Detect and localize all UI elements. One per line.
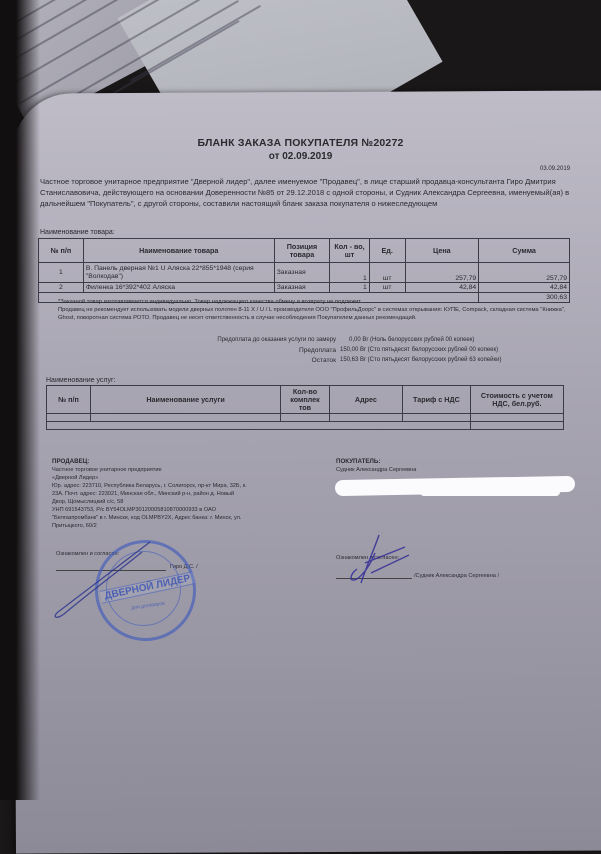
buyer-signature-icon xyxy=(345,533,425,588)
stamp-text: ДВЕРНОЙ ЛИДЕР xyxy=(100,571,196,603)
col-header-sets: Кол-во комплек тов xyxy=(281,386,330,414)
col-header-number: № п/п xyxy=(39,239,84,263)
seller-line: "Белгазпромбанк" в г. Минске, код OLMPBY2X, Адрес банка: г. Минск, ул. xyxy=(52,515,242,521)
row-name: В. Панель дверная №1 U Аляска 22*855*1948 (серия "Волкодав") xyxy=(83,263,274,283)
buyer-heading: ПОКУПАТЕЛЬ: xyxy=(336,458,381,465)
row-sum: 257,79 xyxy=(479,263,570,283)
table-row xyxy=(47,414,564,422)
seller-line: Частное торговое унитарное предприятие xyxy=(52,467,162,473)
table-row xyxy=(39,263,570,283)
row-name: Филенка 16*392*402 Аляска xyxy=(83,283,274,293)
seller-line: 23А. Почт. адрес: 223021, Минская обл., Минский р-н, район д. Новый xyxy=(52,491,235,497)
buyer-signature-name: /Судник Александра Сергеевна / xyxy=(414,573,500,579)
buyer-block xyxy=(336,458,576,474)
row-price: 257,79 xyxy=(405,263,479,283)
print-date: 03.09.2019 xyxy=(540,166,571,172)
notes xyxy=(58,298,578,322)
services-table xyxy=(46,385,564,430)
row-price: 42,84 xyxy=(405,283,479,293)
row-qty: 1 xyxy=(330,263,370,283)
row-number: 1 xyxy=(39,263,84,283)
table-row xyxy=(39,283,570,293)
seller-line: Двор, Щомыслицкий с/с, 58 xyxy=(52,499,124,505)
col-header-sum: Сумма xyxy=(479,239,570,263)
col-header-number: № п/п xyxy=(47,386,91,414)
seller-ack-label: Ознакомлен и согласен: xyxy=(56,551,120,557)
seller-line: УНП 691543753, Р/с BY54OLMP30120005810870000933 в ОАО xyxy=(52,507,216,513)
seller-block xyxy=(52,458,282,530)
intro-paragraph: Частное торговое унитарное предприятие "Дверной лидер", далее именуемое "Продавец", в лице старший продавца-консультанта Гиро Дмитрия Станиславовича, действующего на основании Доверенности №85 от 29.12.2018 с одной стороны, и Судник Александра Сергеевна, именуемый(ая) в дальнейшем "Покупатель", с другой стороны, составили настоящий бланк заказа покупателя о нижеследующем xyxy=(40,177,570,208)
row-qty: 1 xyxy=(330,283,370,293)
goods-table xyxy=(38,238,570,303)
row-position: Заказная xyxy=(274,263,330,283)
note-non-returnable: *Заказной товар изготавливается индивидуально. Товар надлежащего качества обмену и возврату не подлежит xyxy=(58,299,361,305)
row-number: 2 xyxy=(39,283,84,293)
seller-heading: ПРОДАВЕЦ: xyxy=(52,458,90,465)
services-section-label: Наименование услуг: xyxy=(46,377,116,384)
col-header-service-name: Наименование услуги xyxy=(90,386,280,414)
seller-signature-name: Гиро Д.С. / xyxy=(170,564,198,570)
total-row xyxy=(47,422,564,430)
seller-line: Притыцкого, 60/2 xyxy=(52,523,97,529)
col-header-tariff: Тариф с НДС xyxy=(403,386,471,414)
col-header-position: Позиция товара xyxy=(274,239,330,263)
note-recommendation: Продавец не рекомендует использовать модели дверных полотен 8-11 X / U / L производителя ООО "ПрофильДоорс" в системах открывания: КУПЕ, Compack, складная система "Книжка", Ghost, поворотная система РОТО. Продавец не несет ответственность в случае несоблюдения Покупателем данных рекомендаций. xyxy=(58,307,566,321)
row-position: Заказная xyxy=(274,283,330,293)
buyer-ack-label: Ознакомлен и согласен: xyxy=(336,555,400,561)
col-header-price: Цена xyxy=(405,239,479,263)
document-date: от 02.09.2019 xyxy=(268,151,333,162)
goods-section-label: Наименование товара: xyxy=(40,229,115,236)
buyer-name: Судник Александра Сергеевна xyxy=(336,467,417,473)
col-header-address: Адрес xyxy=(329,386,402,414)
payment-summary: Предоплата до оказания услуги по замеру 0,00 Br (Ноль белорусских рублей 00 копеек) Предоплата 150,00 Br (Сто пятьдесят белорусских рублей 00 копеек) Остаток 150,63 Br (Сто пятьдесят белорусских рублей 63 копейки) xyxy=(217,337,502,364)
total-sum: 300,63 xyxy=(479,293,570,303)
seller-line: Юр. адрес: 223710, Республика Беларусь, г. Солигорск, пр-кт Мира, 32Б, к. xyxy=(52,483,247,489)
row-unit: шт xyxy=(369,283,405,293)
col-header-qty: Кол - во, шт xyxy=(330,239,370,263)
col-header-cost: Стоимость с учетом НДС, бел.руб. xyxy=(470,386,563,414)
stamp-subtext: для договоров xyxy=(130,600,166,612)
col-header-unit: Ед. xyxy=(369,239,405,263)
seller-line: «Дверной Лидер» xyxy=(52,475,99,481)
col-header-name: Наименование товара xyxy=(83,239,274,263)
redacted-area xyxy=(420,488,560,496)
seller-signature-icon xyxy=(50,540,170,620)
row-sum: 42,84 xyxy=(479,283,570,293)
document-title: БЛАНК ЗАКАЗА ПОКУПАТЕЛЯ №20272 xyxy=(197,137,404,149)
row-unit: шт xyxy=(369,263,405,283)
